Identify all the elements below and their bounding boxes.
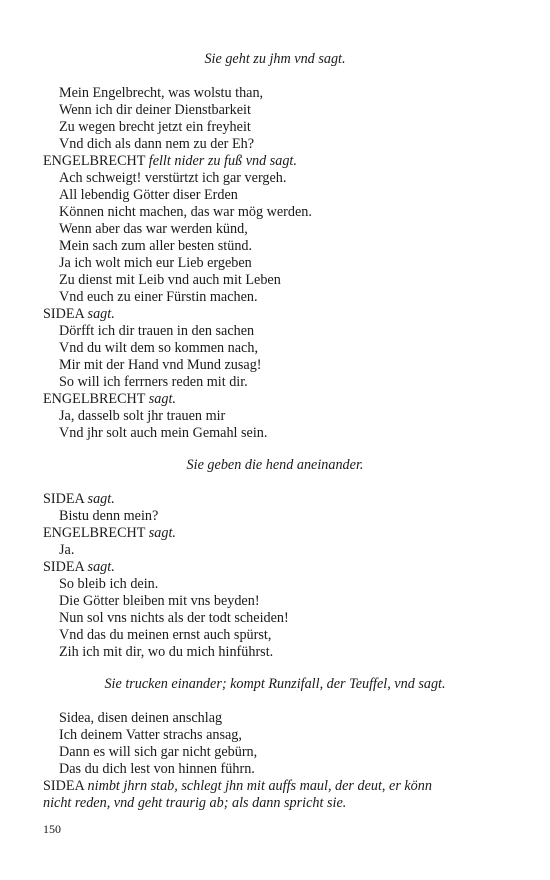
verse-line: Ja ich wolt mich eur Lieb ergeben bbox=[59, 255, 252, 271]
verse-line: Sidea, disen deinen anschlag bbox=[59, 710, 223, 726]
speaker-direction: sagt. bbox=[87, 491, 115, 507]
speaker-direction: sagt. bbox=[87, 306, 115, 322]
stage-direction: Sie geht zu jhm vnd sagt. bbox=[204, 51, 346, 67]
verse-line: Ja, dasselb solt jhr trauen mir bbox=[59, 408, 226, 424]
verse-line: Dörfft ich dir trauen in den sachen bbox=[59, 323, 255, 339]
speaker-line bbox=[0, 306, 115, 323]
verse-line: Können nicht machen, das war mög werden. bbox=[59, 204, 312, 220]
verse-line: Ja. bbox=[59, 542, 75, 558]
verse-line: Ach schweigt! verstürtzt ich gar vergeh. bbox=[59, 170, 287, 186]
speaker-line bbox=[0, 491, 115, 508]
verse-line: Zu wegen brecht jetzt ein freyheit bbox=[59, 119, 251, 135]
verse-line: Das du dich lest von hinnen führn. bbox=[59, 761, 255, 777]
speaker-direction: sagt. bbox=[87, 559, 115, 575]
speaker-name: ENGELBRECHT bbox=[43, 525, 146, 541]
verse-line: Nun sol vns nichts als der todt scheiden! bbox=[59, 610, 289, 626]
speaker-name: SIDEA bbox=[43, 559, 84, 575]
speaker-name: SIDEA bbox=[43, 778, 84, 794]
verse-line: Bistu denn mein? bbox=[59, 508, 159, 524]
verse-line: Zu dienst mit Leib vnd auch mit Leben bbox=[59, 272, 281, 288]
stage-direction: Sie trucken einander; kompt Runzifall, der Teuffel, vnd sagt. bbox=[104, 676, 446, 692]
verse-line: All lebendig Götter diser Erden bbox=[59, 187, 238, 203]
verse-line: Mein sach zum aller besten stünd. bbox=[59, 238, 253, 254]
speaker-name: ENGELBRECHT bbox=[43, 153, 146, 169]
speaker-line bbox=[0, 559, 115, 576]
verse-line: Wenn ich dir deiner Dienstbarkeit bbox=[59, 102, 251, 118]
verse-line: Vnd du wilt dem so kommen nach, bbox=[59, 340, 258, 356]
verse-line: Mein Engelbrecht, was wolstu than, bbox=[59, 85, 264, 101]
verse-line: Zih ich mit dir, wo du mich hinführst. bbox=[59, 644, 274, 660]
verse-line: Ich deinem Vatter strachs ansag, bbox=[59, 727, 242, 743]
speaker-line bbox=[0, 391, 176, 408]
verse-line: Vnd das du meinen ernst auch spürst, bbox=[59, 627, 272, 643]
speaker-name: SIDEA bbox=[43, 491, 84, 507]
speaker-line bbox=[0, 153, 297, 170]
speaker-direction: fellt nider zu fuß vnd sagt. bbox=[148, 153, 297, 169]
speaker-line bbox=[0, 525, 176, 542]
speaker-name: SIDEA bbox=[43, 306, 84, 322]
speaker-direction: sagt. bbox=[148, 391, 176, 407]
verse-line: Vnd dich als dann nem zu der Eh? bbox=[59, 136, 255, 152]
verse-line: Dann es will sich gar nicht gebürn, bbox=[59, 744, 258, 760]
verse-line: Wenn aber das war werden künd, bbox=[59, 221, 248, 237]
verse-line: Vnd jhr solt auch mein Gemahl sein. bbox=[59, 425, 268, 441]
verse-line: Mir mit der Hand vnd Mund zusag! bbox=[59, 357, 262, 373]
speaker-line bbox=[0, 778, 432, 795]
verse-line: Die Götter bleiben mit vns beyden! bbox=[59, 593, 260, 609]
speaker-direction-continued: nicht reden, vnd geht traurig ab; als dann spricht sie. bbox=[43, 795, 347, 811]
stage-direction: Sie geben die hend aneinander. bbox=[186, 457, 364, 473]
verse-line: Vnd euch zu einer Fürstin machen. bbox=[59, 289, 258, 305]
verse-line: So bleib ich dein. bbox=[59, 576, 159, 592]
speaker-direction: nimbt jhrn stab, schlegt jhn mit auffs maul, der deut, er könn bbox=[87, 778, 432, 794]
speaker-name: ENGELBRECHT bbox=[43, 391, 146, 407]
page-number: 150 bbox=[43, 822, 61, 836]
speaker-direction: sagt. bbox=[148, 525, 176, 541]
verse-line: So will ich ferrners reden mit dir. bbox=[59, 374, 248, 390]
